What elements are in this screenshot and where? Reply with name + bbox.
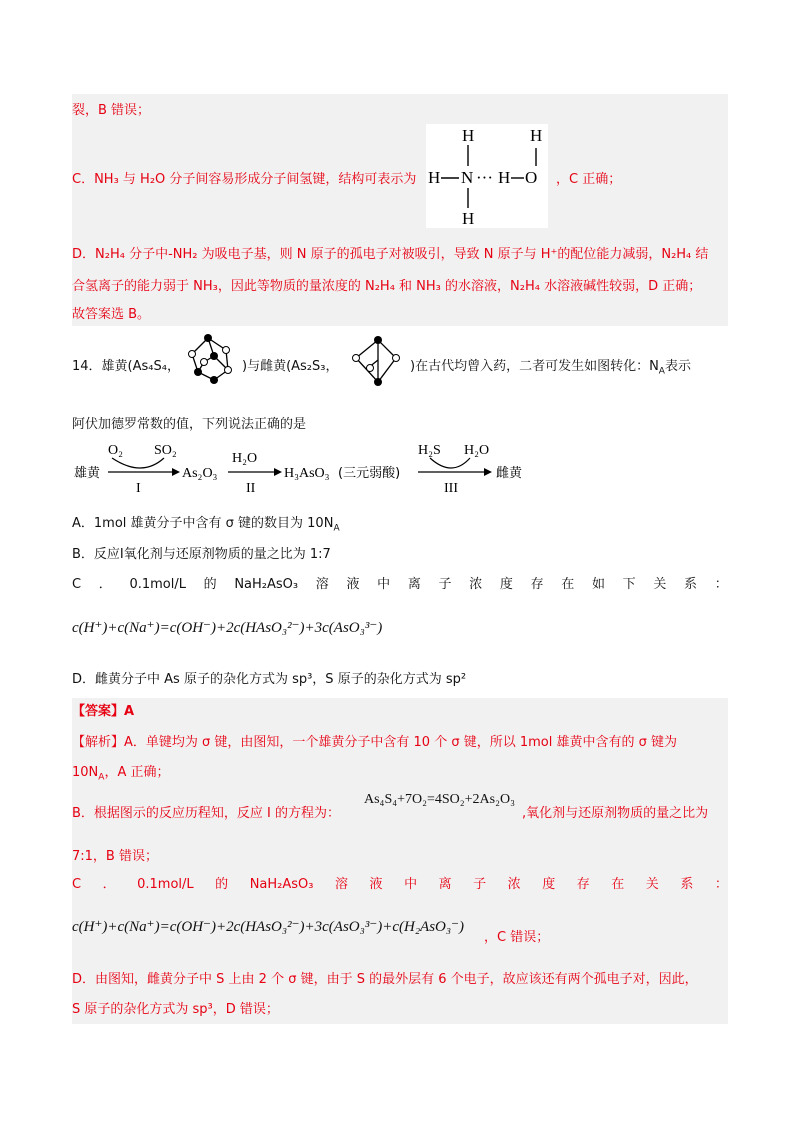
scheme-start: 雄黄: [74, 466, 101, 481]
q14-stem-part1: 14．雄黄(As₄S₄，: [72, 359, 180, 374]
scheme-r1-so2: SO₂: [154, 443, 177, 458]
option-c-equation: c(H⁺)+c(Na⁺)=c(OH⁻)+2c(HAsO₃²⁻)+3c(AsO₃³⁻): [72, 620, 383, 636]
explanation-c-text: C．NH₃ 与 H₂O 分子间容易形成分子间氢键，结构可表示为: [72, 172, 417, 187]
analysis-a-line1: 【解析】A．单键均为 σ 键，由图知，一个雄黄分子中含有 10 个 σ 键，所以 1mol 雄黄中含有的 σ 键为: [72, 735, 677, 750]
analysis-d-line2: S 原子的杂化方式为 sp³，D 错误；: [72, 1002, 279, 1017]
option-d: D．雌黄分子中 As 原子的杂化方式为 sp³，S 原子的杂化方式为 sp²: [72, 672, 467, 687]
option-a: A．1mol 雄黄分子中含有 σ 键的数目为 $10N_A$: [72, 516, 340, 534]
analysis-a-line2: $10N_A$，A 正确；: [72, 765, 170, 783]
analysis-b-equation: As₄S₄+7O₂=4SO₂+2As₂O₃: [364, 792, 515, 807]
scheme-r2-h2o: H₂O: [232, 451, 258, 466]
realgar-molecule-structure: [184, 330, 238, 388]
scheme-r3-h2s: H₂S: [418, 443, 441, 458]
option-b: B．反应Ⅰ氧化剂与还原剂物质的量之比为 1:7: [72, 547, 331, 562]
explanation-c-tail: ，C 正确；: [556, 172, 622, 187]
scheme-r3-label: III: [444, 481, 458, 496]
orpiment-molecule-structure: [350, 332, 402, 390]
scheme-end: 雌黄: [496, 466, 523, 481]
scheme-r1-label: I: [136, 481, 141, 496]
h2o-top-h: H: [530, 126, 543, 145]
analysis-b-line2: 7:1，B 错误；: [72, 849, 158, 864]
nh3-top-h: H: [462, 126, 475, 145]
h2o-o: O: [525, 168, 538, 187]
reaction-scheme: [72, 434, 552, 502]
scheme-p2: H₃AsO₃: [284, 466, 330, 481]
scheme-p2-note: (三元弱酸): [338, 466, 401, 481]
q14-stem-part3: )在古代均曾入药，二者可发生如图转化：$N_A$表示: [410, 359, 691, 377]
q14-stem-part2: )与雌黄(As₂S₃，: [242, 359, 339, 374]
scheme-p1: As₂O₃: [182, 466, 218, 481]
hbond-dots: ···: [476, 168, 493, 187]
analysis-c-tail: ，C 错误；: [484, 930, 550, 945]
analysis-c-line: C ． 0.1mol/L 的 NaH₂AsO₃ 溶 液 中 离 子 浓 度 存 在 关 系 ：: [72, 877, 728, 892]
scheme-r2-label: II: [246, 481, 256, 496]
explanation-d-line2: 合氢离子的能力弱于 NH₃，因此等物质的量浓度的 N₂H₄ 和 NH₃ 的水溶液，N₂H₄ 水溶液碱性较弱，D 正确；: [72, 279, 702, 294]
nh3-bottom-h: H: [462, 209, 475, 228]
hydrogen-bond-diagram: [426, 124, 548, 228]
nh3-left-h: H: [428, 168, 441, 187]
answer-line: 【答案】A: [72, 704, 135, 719]
option-c-line: C ． 0.1mol/L 的 NaH₂AsO₃ 溶 液 中 离 子 浓 度 存 在 如 下 关 系 ：: [72, 577, 728, 592]
scheme-r3-h2o: H₂O: [464, 443, 490, 458]
nh3-n: N: [461, 168, 474, 187]
h2o-h-bonded: H: [498, 168, 511, 187]
analysis-b-before: B．根据图示的反应历程知，反应 I 的方程为：: [72, 806, 341, 821]
explanation-conclusion: 故答案选 B。: [72, 307, 151, 322]
analysis-c-equation: c(H⁺)+c(Na⁺)=c(OH⁻)+2c(HAsO₃²⁻)+3c(AsO₃³⁻)+c(H₂AsO₃⁻): [72, 919, 465, 935]
q14-stem-line2: 阿伏加德罗常数的值，下列说法正确的是: [72, 417, 307, 432]
analysis-d-line1: D．由图知，雌黄分子中 S 上由 2 个 σ 键，由于 S 的最外层有 6 个电子，故应该还有两个孤电子对，因此，: [72, 972, 698, 987]
scheme-r1-o2: O₂: [108, 443, 123, 458]
explanation-d-line1: D．N₂H₄ 分子中-NH₂ 为吸电子基，则 N 原子的孤电子对被吸引，导致 N 原子与 H⁺的配位能力减弱，N₂H₄ 结: [72, 247, 709, 262]
explanation-b-tail: 裂，B 错误；: [72, 103, 151, 118]
analysis-b-after: ,氧化剂与还原剂物质的量之比为: [522, 806, 709, 821]
explanation-c-line: [72, 172, 416, 188]
